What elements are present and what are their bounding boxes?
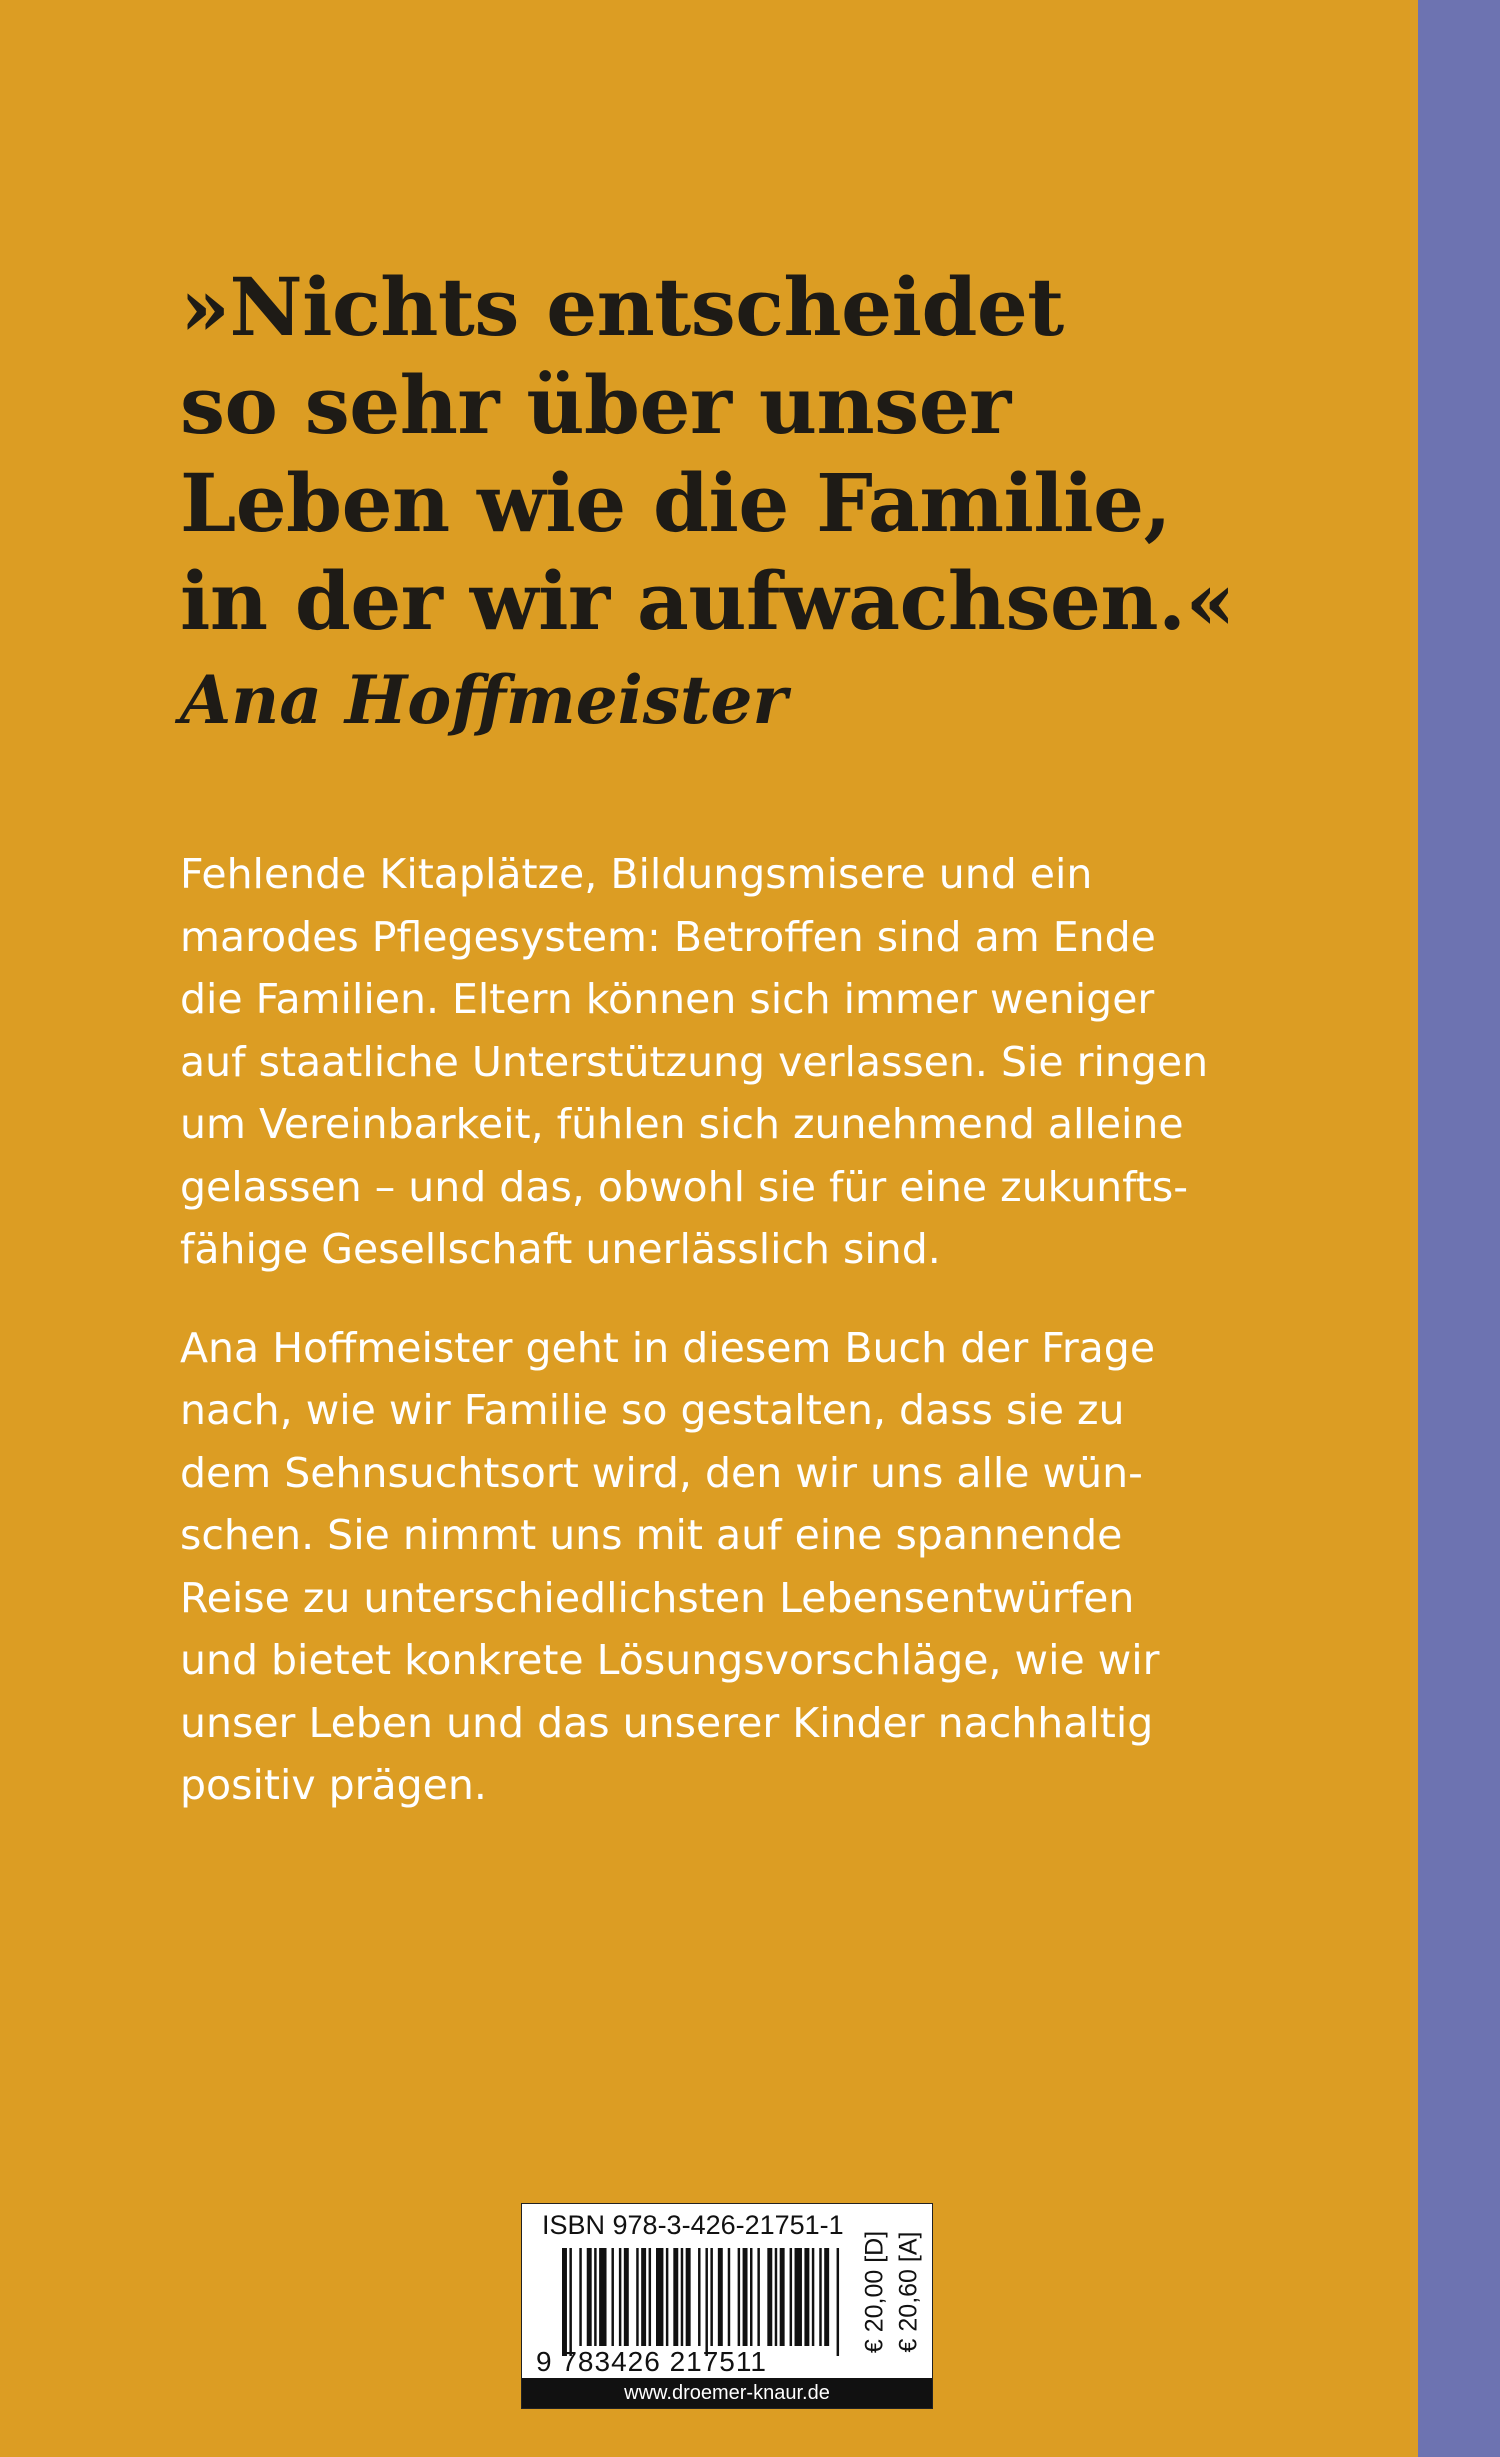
barcode-bar xyxy=(562,2248,567,2356)
barcode-bar xyxy=(594,2248,596,2346)
barcode-bar xyxy=(656,2248,663,2346)
barcode-bar xyxy=(728,2248,730,2346)
barcode-bar xyxy=(837,2248,839,2356)
blurb-text xyxy=(180,843,1360,1853)
barcode-bar xyxy=(743,2248,748,2346)
barcode-bar xyxy=(681,2248,683,2346)
price-austria-text: € 20,60 [A] xyxy=(894,2231,923,2352)
blurb-line: Fehlende Kitaplätze, Bildungsmisere und ein xyxy=(180,850,1093,898)
barcode-bar xyxy=(649,2248,651,2346)
blurb-line: marodes Pflegesystem: Betroffen sind am Ende xyxy=(180,912,1156,961)
quote-line: in der wir aufwachsen.« xyxy=(180,554,1235,648)
blurb-line: um Vereinbarkeit, fühlen sich zunehmend alleine xyxy=(180,1100,1184,1148)
blurb-line: die Familien. Eltern können sich immer weniger xyxy=(180,975,1155,1023)
blurb-paragraph-1 xyxy=(180,843,1360,1281)
barcode-bar xyxy=(738,2248,740,2346)
barcode-bar xyxy=(636,2248,638,2346)
barcode-bars xyxy=(562,2248,844,2356)
barcode-bar xyxy=(790,2248,792,2346)
blurb-line: dem Sehnsuchtsort wird, den wir uns alle wün- xyxy=(180,1448,1143,1497)
quote-line: Leben wie die Familie, xyxy=(180,456,1171,550)
barcode-digits: 9 783426 217511 xyxy=(536,2346,767,2377)
barcode-bar xyxy=(587,2248,592,2346)
quote-block xyxy=(180,258,1340,748)
blurb-line: nach, wie wir Familie so gestalten, dass sie zu xyxy=(180,1386,1125,1434)
barcode-bar xyxy=(599,2248,606,2346)
barcode-bar xyxy=(780,2248,785,2346)
price-austria xyxy=(892,2204,926,2379)
price-germany xyxy=(858,2204,892,2379)
barcode-bar xyxy=(710,2248,712,2346)
barcode-bar xyxy=(624,2248,629,2346)
blurb-line: unser Leben und das unserer Kinder nachhaltig xyxy=(180,1698,1154,1747)
barcode-bar xyxy=(579,2248,581,2346)
publisher-url: www.droemer-knaur.de xyxy=(624,2382,830,2404)
barcode-bar xyxy=(750,2248,752,2346)
barcode-bar xyxy=(686,2248,691,2346)
blurb-line: gelassen – und das, obwohl sie für eine zukunfts- xyxy=(180,1162,1189,1211)
barcode-bar xyxy=(824,2248,829,2346)
barcode-bar xyxy=(641,2248,646,2346)
barcode-bar xyxy=(819,2248,821,2346)
barcode-bar xyxy=(698,2248,700,2346)
quote-line: »Nichts entscheidet xyxy=(180,260,1064,354)
blurb-line: fähige Gesellschaft unerlässlich sind. xyxy=(180,1225,941,1273)
price-germany-text: € 20,00 [D] xyxy=(860,2230,889,2353)
barcode-bar xyxy=(757,2248,759,2346)
barcode-bar xyxy=(666,2248,668,2346)
blurb-line: Ana Hoffmeister geht in diesem Buch der Frage xyxy=(180,1323,1156,1372)
barcode-bar xyxy=(804,2248,809,2346)
quote-line: so sehr über unser xyxy=(180,358,1011,452)
blurb-paragraph-2 xyxy=(180,1317,1360,1817)
barcode-bar xyxy=(812,2248,814,2346)
quote-author: Ana Hoffmeister xyxy=(180,661,788,739)
isbn-text: ISBN 978-3-426-21751-1 xyxy=(542,2210,844,2240)
barcode-bar xyxy=(619,2248,621,2346)
barcode-bar xyxy=(795,2248,802,2346)
blurb-line: positiv prägen. xyxy=(180,1761,487,1809)
barcode-bar xyxy=(705,2248,707,2356)
blurb-line: und bietet konkrete Lösungsvorschläge, wie wir xyxy=(180,1636,1160,1684)
barcode-bar xyxy=(718,2248,723,2346)
barcode-bar xyxy=(569,2248,571,2356)
barcode-bar xyxy=(775,2248,777,2346)
barcode-bar xyxy=(611,2248,613,2346)
barcode-bar xyxy=(767,2248,772,2346)
blurb-line: schen. Sie nimmt uns mit auf eine spannende xyxy=(180,1511,1123,1559)
barcode-label xyxy=(521,2203,933,2409)
blurb-line: auf staatliche Unterstützung verlassen. Sie ringen xyxy=(180,1037,1209,1086)
barcode-bar xyxy=(673,2248,678,2346)
spine-color-strip xyxy=(1418,0,1500,2457)
publisher-url-bar xyxy=(522,2378,932,2408)
blurb-line: Reise zu unterschiedlichsten Lebensentwürfen xyxy=(180,1573,1135,1622)
